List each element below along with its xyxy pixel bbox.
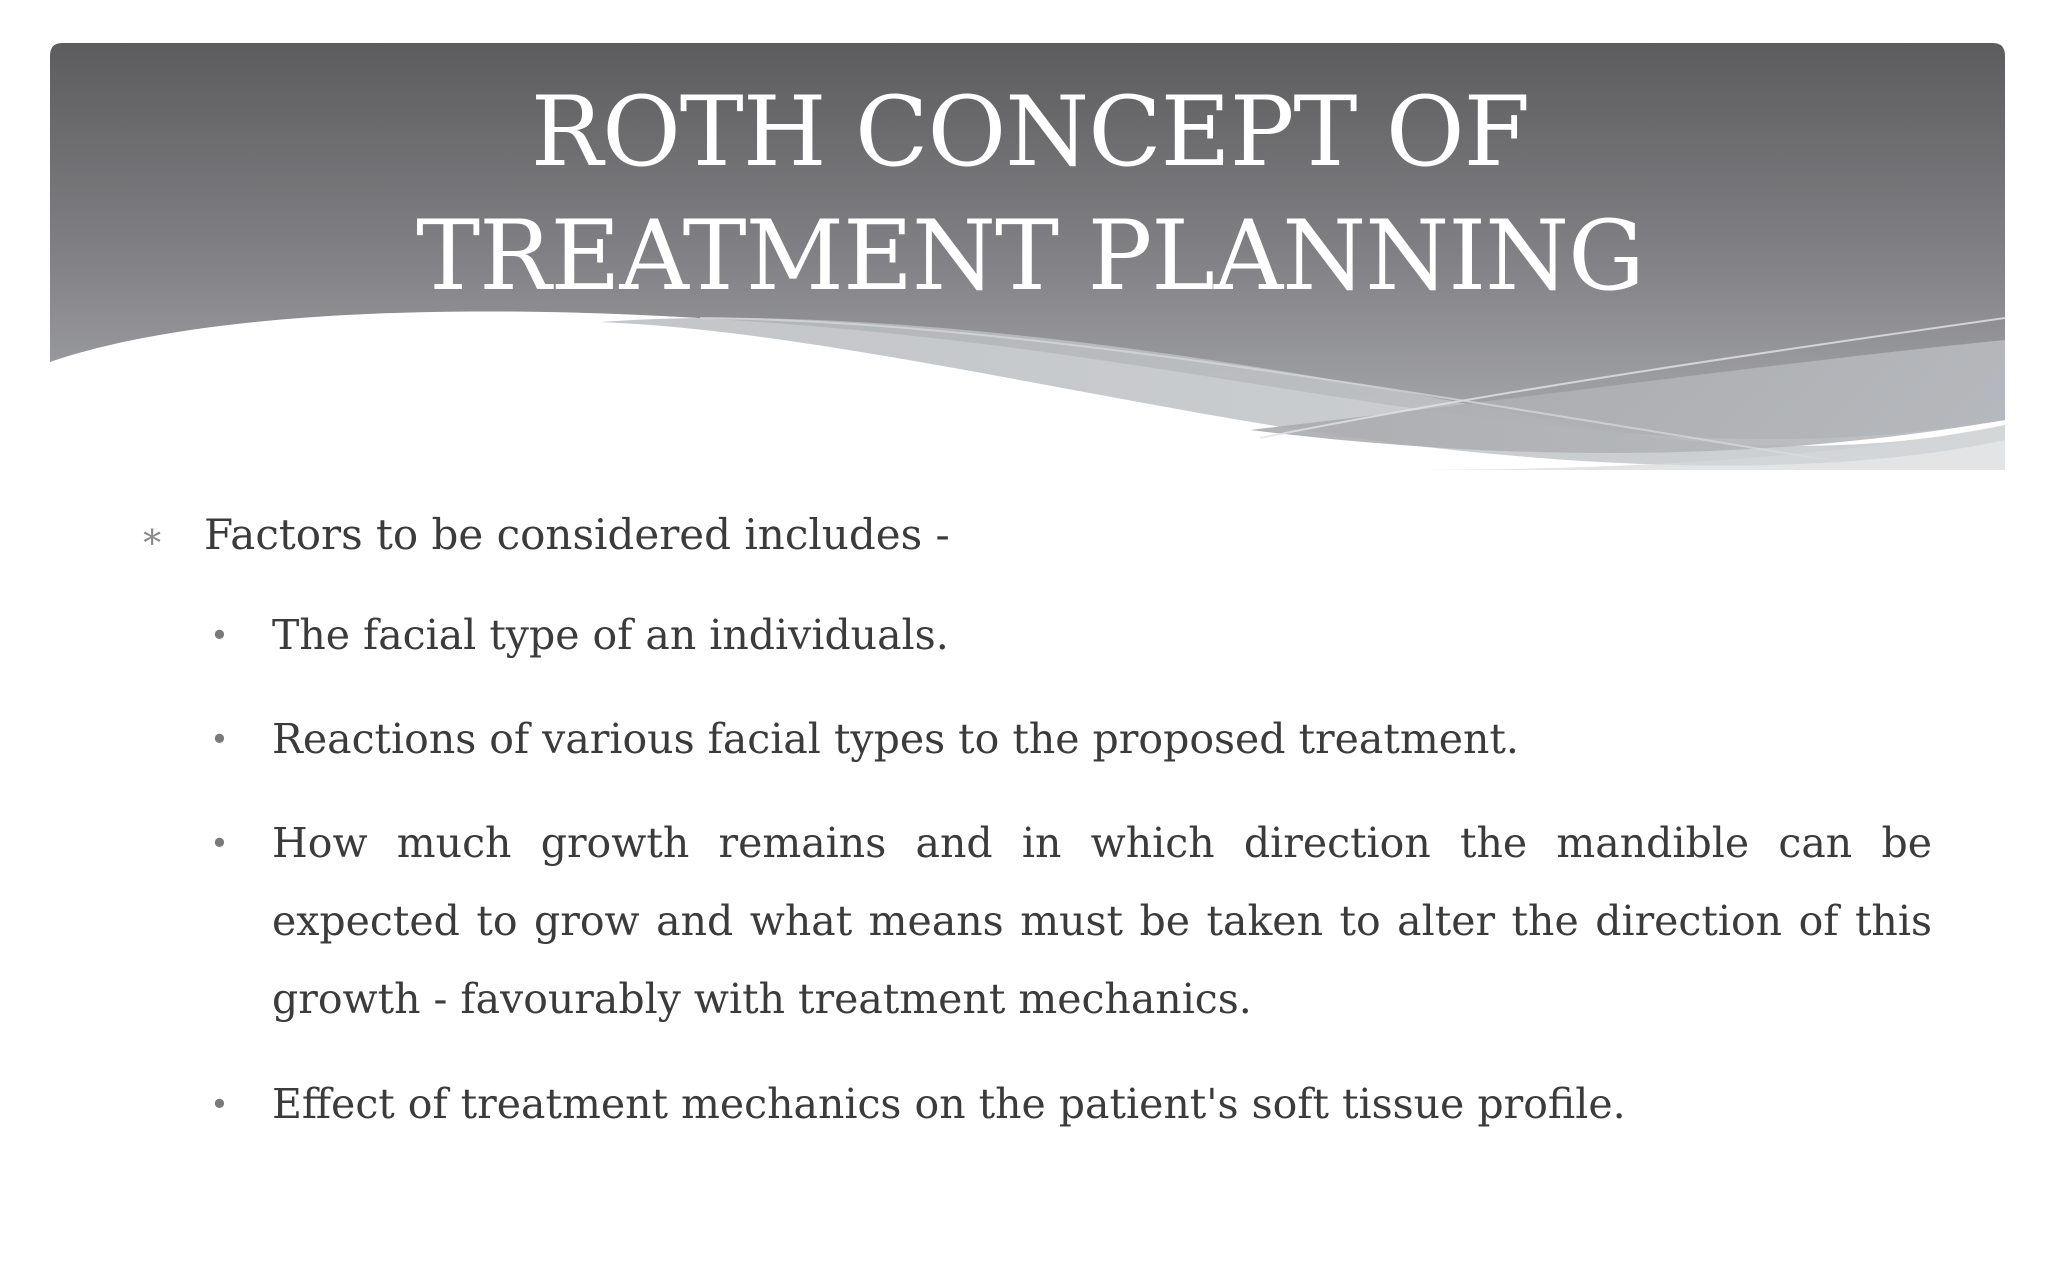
list-item-text: How much growth remains and in which direction the mandible can be expected to grow and what means must be taken to alter the direction of this growth - favourably with treatment mechanics. (272, 819, 1932, 1023)
dot-icon: • (210, 1085, 229, 1123)
dot-icon: • (210, 616, 229, 654)
dot-icon: • (210, 824, 229, 862)
dot-icon: • (210, 720, 229, 758)
asterisk-icon: ∗ (140, 516, 165, 557)
list-item-text: The facial type of an individuals. (272, 611, 949, 659)
list-item-text: Effect of treatment mechanics on the patient's soft tissue profile. (272, 1080, 1626, 1128)
list-item-text: Reactions of various facial types to the proposed treatment. (272, 715, 1519, 763)
main-bullet-text: Factors to be considered includes - (204, 510, 950, 559)
slide-title-line-2: TREATMENT PLANNING (416, 200, 1644, 312)
slide-title-line-1: ROTH CONCEPT OF (530, 76, 1530, 188)
